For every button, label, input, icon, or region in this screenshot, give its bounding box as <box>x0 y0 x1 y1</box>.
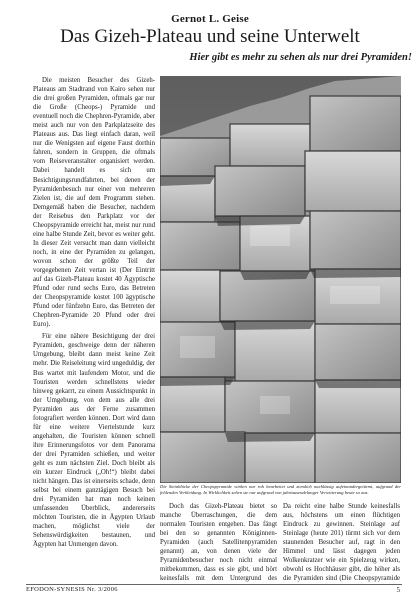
photo-caption: Die Steinblöcke der Cheopspyramide wirken nur roh bearbeitet und ziemlich nachlässig aufeinandergetürmt, aufgrund der fehlenden Verkleidung. In Wirklichkeit sehen sie nur aufgrund von jahrtausendelanger Verwitterung heute so aus. <box>160 484 401 496</box>
paragraph: Doch das Gizeh-Plateau bietet so manche Überraschungen, die dem normalen Touristen entgehen. Das fängt bei den so genannten Königinnen-Pyramiden (auch Satellitenpyramiden genannt) an, von denen viele der Pyramidenbesucher noch nicht einmal mitbekommen, dass es sie gibt, und hört keinesfalls mit dem Untergrund des <box>160 503 277 582</box>
paragraph: Die meisten Besucher des Gizeh-Plateaus am Stadtrand von Kairo sehen nur die drei großen Pyramiden, oftmals gar nur die Große (Cheops-) Pyramide und eventuell noch die Chephren-Pyramide, aber meist auch nur von den Parkplatzseite des Plateaus aus. Das liegt einfach daran, weil nur die Wenigsten auf eigene Faust dorthin fahren, sondern in Gruppen, die oftmals vom Reiseveranstalter organisiert werden. Dabei handelt es sich um Besichtigungsrundfahrten, bei denen der Pyramidenbesuch nur einer von mehreren Zielen ist, die auf dem Programm stehen. Demgemäß haben die Besucher, nachdem der Reisebus den Parkplatz vor der Cheopspyramide erreicht hat, meist nur rund eine halbe Stunde Zeit, bevor es weiter geht. In dieser Zeit versucht man dann vielleicht noch, in eine der Pyramiden zu gelangen, wovon schon der größte Teil der vorgegebenen Zeit vertan ist (Der Eintritt auf das Gizeh-Plateau kostet 40 Ägyptische Pfund oder rund sechs Euro, das Betreten der Cheopspyramide kostet 100 ägyptische Pfund oder fünfzehn Euro, das Betreten der Chephren-Pyramide 20 Pfund oder drei Euro). <box>33 77 155 329</box>
page-number: 5 <box>396 586 400 594</box>
paragraph: Da reicht eine halbe Stunde keinesfalls aus, höchstens um einen flüchtigen Eindruck zu gewinnen. Steinlage auf Steinlage (heute 201) türmt sich vor dem staunenden Besucher auf, ragt in den Himmel und lässt dagegen jeden Wolkenkratzer wie ein Spielzeug wirken, obwohl es Hochhäuser gibt, die höher als die Pyramiden sind (Die Cheopspyramide <box>283 503 400 582</box>
footer-rule <box>26 584 402 585</box>
pyramid-stone-blocks-photo <box>160 76 401 483</box>
paragraph: Für eine nähere Besichtigung der drei Pyramiden, geschweige denn der näheren Umgebung, bleibt dann meist keine Zeit mehr. Die Reiseleitung wird ungeduldig, der Bus wartet mit laufendem Motor, und die Touristen werden schnellstens wieder hinweg gekarrt, zu einem Aussichtspunkt in der Umgebung, von dem aus alle drei Pyramiden aus der Ferne zusammen fotografiert werden können. Dort wird dann für eine weitere Viertelstunde kurz angehalten, die Touristen können schnell ihre Erinnerungsfotos vor dem Panorama der drei Pyramiden schießen, und weiter geht es zum nächsten Ziel. Doch bleibt als ein kurzer Eindruck („Oh!“) bleibt dabei nicht hängen. Das ist einerseits schade, denn selbst bei einem ganztägigen Besuch bei drei Pyramiden hat man noch keinen umfassenden Überblick, andererseits möchten Touristen, die in Ägypten Urlaub machen, möglichst viele der Sehenswürdigkeiten bestaunen, und Ägypten hat Unmengen davon. <box>33 333 155 549</box>
article-subtitle: Hier gibt es mehr zu sehen als nur drei Pyramiden! <box>189 52 412 63</box>
article-title: Das Gizeh-Plateau und seine Unterwelt <box>60 26 360 47</box>
text-column-3 <box>283 502 400 582</box>
text-column-2 <box>160 502 277 582</box>
publication-footer: EFODON-SYNESIS Nr. 3/2006 <box>26 586 118 593</box>
text-column-1 <box>33 76 155 584</box>
author-name: Gernot L. Geise <box>171 13 249 25</box>
